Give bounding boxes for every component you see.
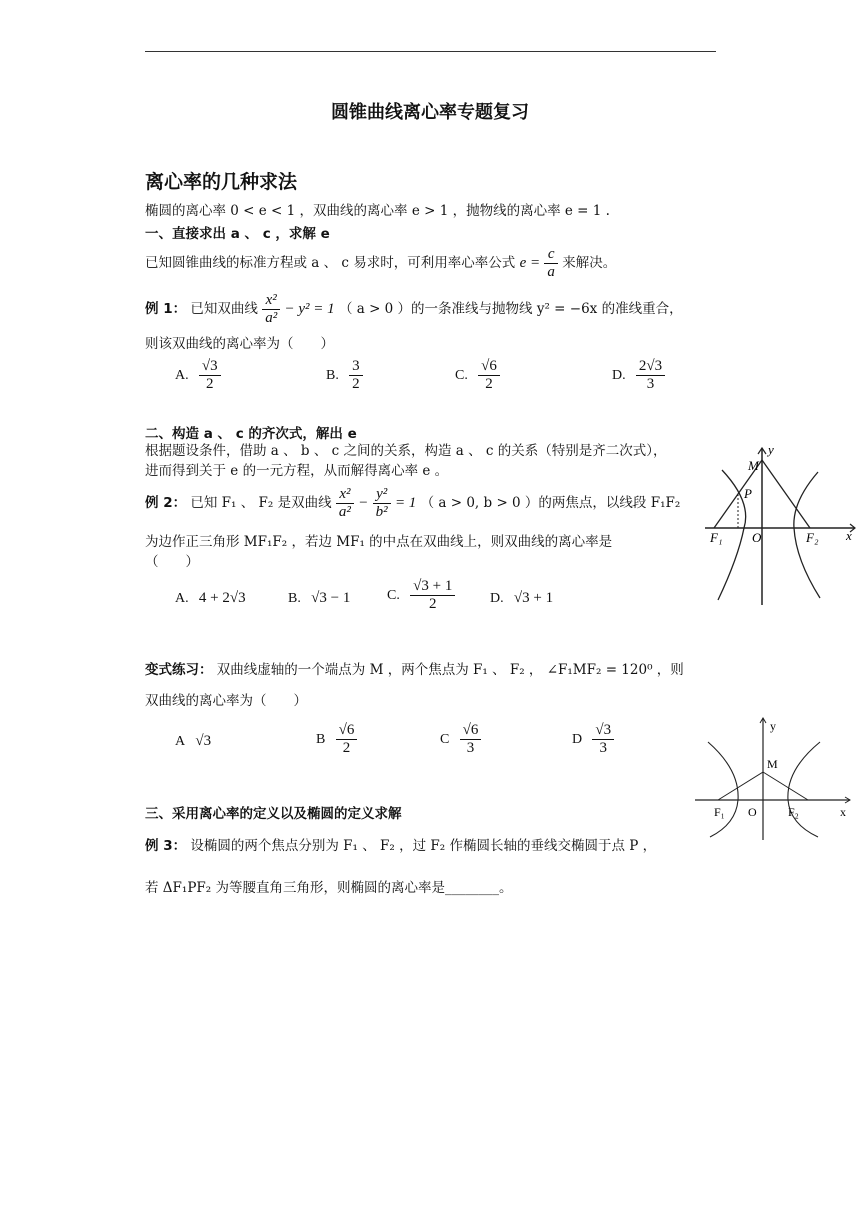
example2-fraction-x [336, 486, 354, 521]
option-label: C. [387, 587, 400, 603]
label-o: O [752, 530, 762, 545]
intro-text: 椭圆的离心率 0 < e < 1 ，双曲线的离心率 e > 1 ，抛物线的离心率 e = 1 . [145, 203, 610, 219]
formula-fraction [544, 246, 558, 281]
example1-frac-num: x² [262, 292, 280, 310]
example1-eq-tail: − y² = 1 [284, 301, 335, 317]
example2-line3: （ ） [145, 554, 199, 570]
part2-line1: 根据题设条件，借助 a 、 b 、 c 之间的关系，构造 a 、 c 的关系（特别是齐二次式）， [145, 443, 667, 459]
option-num: 3 [349, 358, 363, 376]
option-label: B. [326, 367, 339, 383]
example3-text: 设椭圆的两个焦点分别为 F₁ 、 F₂ ，过 F₂ 作椭圆长轴的垂线交椭圆于点 P ， [190, 838, 657, 854]
example1-option-d[interactable] [612, 358, 665, 393]
option-value: √3 [195, 733, 212, 749]
example1-line2: 则该双曲线的离心率为（ ） [145, 336, 334, 352]
option-den: 2 [342, 740, 351, 756]
example1-frac-den: a² [265, 310, 278, 326]
frac-den: a² [338, 504, 351, 520]
example2-option-c[interactable] [387, 578, 455, 613]
option-value: √3 − 1 [311, 590, 351, 606]
variant-option-a[interactable] [175, 733, 211, 750]
part1-text-a: 已知圆锥曲线的标准方程或 a 、 c 易求时，可利用率心率公式 [145, 255, 516, 271]
label-m: M [748, 458, 759, 473]
option-label: D. [612, 367, 626, 383]
example2-option-d[interactable] [490, 590, 553, 607]
formula-numerator: c [544, 246, 558, 264]
left-branch [708, 742, 738, 837]
example2-label: 例 2： [145, 495, 187, 511]
example2-hyperbola-figure [700, 440, 860, 610]
frac-num: y² [373, 486, 391, 504]
option-num: √6 [336, 722, 358, 740]
part2-line2: 进而得到关于 e 的一元方程，从而解得离心率 e 。 [145, 463, 449, 479]
option-num: 2√3 [636, 358, 665, 376]
example2-fraction-y [373, 486, 391, 521]
option-fraction [592, 722, 614, 757]
part1-text [145, 246, 616, 281]
formula-denominator: a [547, 264, 555, 280]
example2-minus: − [358, 495, 369, 511]
formula-lhs: e = [519, 255, 541, 271]
example3-line2: 若 ΔF₁PF₂ 为等腰直角三角形，则椭圆的离心率是________。 [145, 880, 513, 896]
label-x: x [840, 805, 846, 819]
header-rule [145, 51, 716, 52]
variant-text: 双曲线虚轴的一个端点为 M ，两个焦点为 F₁ 、 F₂ ， ∠F₁MF₂ = 120⁰ ，则 [216, 662, 684, 678]
option-label: A [175, 733, 186, 749]
variant-line1 [145, 660, 684, 680]
option-label: B. [288, 590, 301, 606]
example3-label: 例 3： [145, 838, 187, 854]
option-label: B [316, 731, 326, 747]
example1-option-c[interactable] [455, 358, 500, 393]
label-p: P [744, 486, 752, 501]
option-num: √3 + 1 [410, 578, 455, 596]
example1-condition: （ a > 0 ）的一条准线与抛物线 y² = −6x 的准线重合， [338, 301, 683, 317]
part2-heading: 二、构造 a 、 c 的齐次式，解出 e [145, 426, 357, 442]
option-fraction [460, 722, 482, 757]
label-f1: F₁ [714, 805, 725, 819]
example2-option-a[interactable] [175, 590, 246, 607]
option-num: √6 [478, 358, 500, 376]
option-num: √3 [199, 358, 221, 376]
variant-option-b[interactable] [316, 722, 357, 757]
option-fraction [349, 358, 363, 393]
option-den: 2 [352, 376, 360, 392]
option-label: A. [175, 367, 189, 383]
section-heading: 离心率的几种求法 [145, 171, 298, 193]
option-fraction [336, 722, 358, 757]
example2-option-b[interactable] [288, 590, 350, 607]
option-num: √6 [460, 722, 482, 740]
frac-num: x² [336, 486, 354, 504]
variant-label: 变式练习： [145, 662, 213, 678]
option-den: 2 [428, 596, 437, 612]
example2-condition: （ a > 0, b > 0 ）的两焦点，以线段 F₁F₂ [420, 495, 681, 511]
example2-text-a: 已知 F₁ 、 F₂ 是双曲线 [190, 495, 332, 511]
label-y: y [768, 442, 774, 457]
option-num: √3 [592, 722, 614, 740]
example1-label: 例 1： [145, 301, 187, 317]
label-m: M [767, 757, 778, 771]
option-label: D [572, 731, 583, 747]
option-value: 4 + 2√3 [198, 590, 246, 606]
example1-line1 [145, 292, 683, 327]
example1-fraction [262, 292, 280, 327]
option-fraction [636, 358, 665, 393]
label-y: y [770, 719, 776, 733]
option-den: 2 [485, 376, 493, 392]
option-label: D. [490, 590, 504, 606]
option-den: 3 [646, 376, 655, 392]
example2-line2: 为边作正三角形 MF₁F₂ ，若边 MF₁ 的中点在双曲线上，则双曲线的离心率是 [145, 534, 613, 550]
example3-line1 [145, 836, 656, 856]
page-title: 圆锥曲线离心率专题复习 [331, 102, 529, 123]
segment-mf1 [718, 772, 763, 800]
option-value: √3 + 1 [513, 590, 554, 606]
part1-text-b: 来解决。 [562, 255, 617, 271]
variant-option-c[interactable] [440, 722, 481, 757]
example2-eq-tail: = 1 [394, 495, 417, 511]
label-x: x [846, 528, 852, 543]
label-f1: F₁ [710, 530, 723, 545]
example1-option-b[interactable] [326, 358, 363, 393]
option-label: C. [455, 367, 468, 383]
option-label: C [440, 731, 450, 747]
variant-hyperbola-figure [690, 712, 855, 842]
option-den: 3 [599, 740, 608, 756]
part3-heading: 三、采用离心率的定义以及椭圆的定义求解 [145, 806, 402, 822]
label-o: O [748, 805, 757, 819]
option-fraction [199, 358, 221, 393]
option-fraction [478, 358, 500, 393]
example1-text-a: 已知双曲线 [190, 301, 258, 317]
option-fraction [410, 578, 455, 613]
segment-mf2 [763, 772, 808, 800]
option-den: 3 [466, 740, 475, 756]
example1-option-a[interactable] [175, 358, 221, 393]
label-f2: F₂ [788, 805, 799, 819]
frac-den: b² [375, 504, 388, 520]
part1-heading: 一、直接求出 a 、 c ，求解 e [145, 226, 330, 242]
option-den: 2 [206, 376, 214, 392]
variant-option-d[interactable] [572, 722, 614, 757]
example2-line1 [145, 486, 680, 521]
right-branch [788, 742, 820, 837]
option-label: A. [175, 590, 189, 606]
variant-line2: 双曲线的离心率为（ ） [145, 693, 307, 709]
label-f2: F₂ [806, 530, 819, 545]
